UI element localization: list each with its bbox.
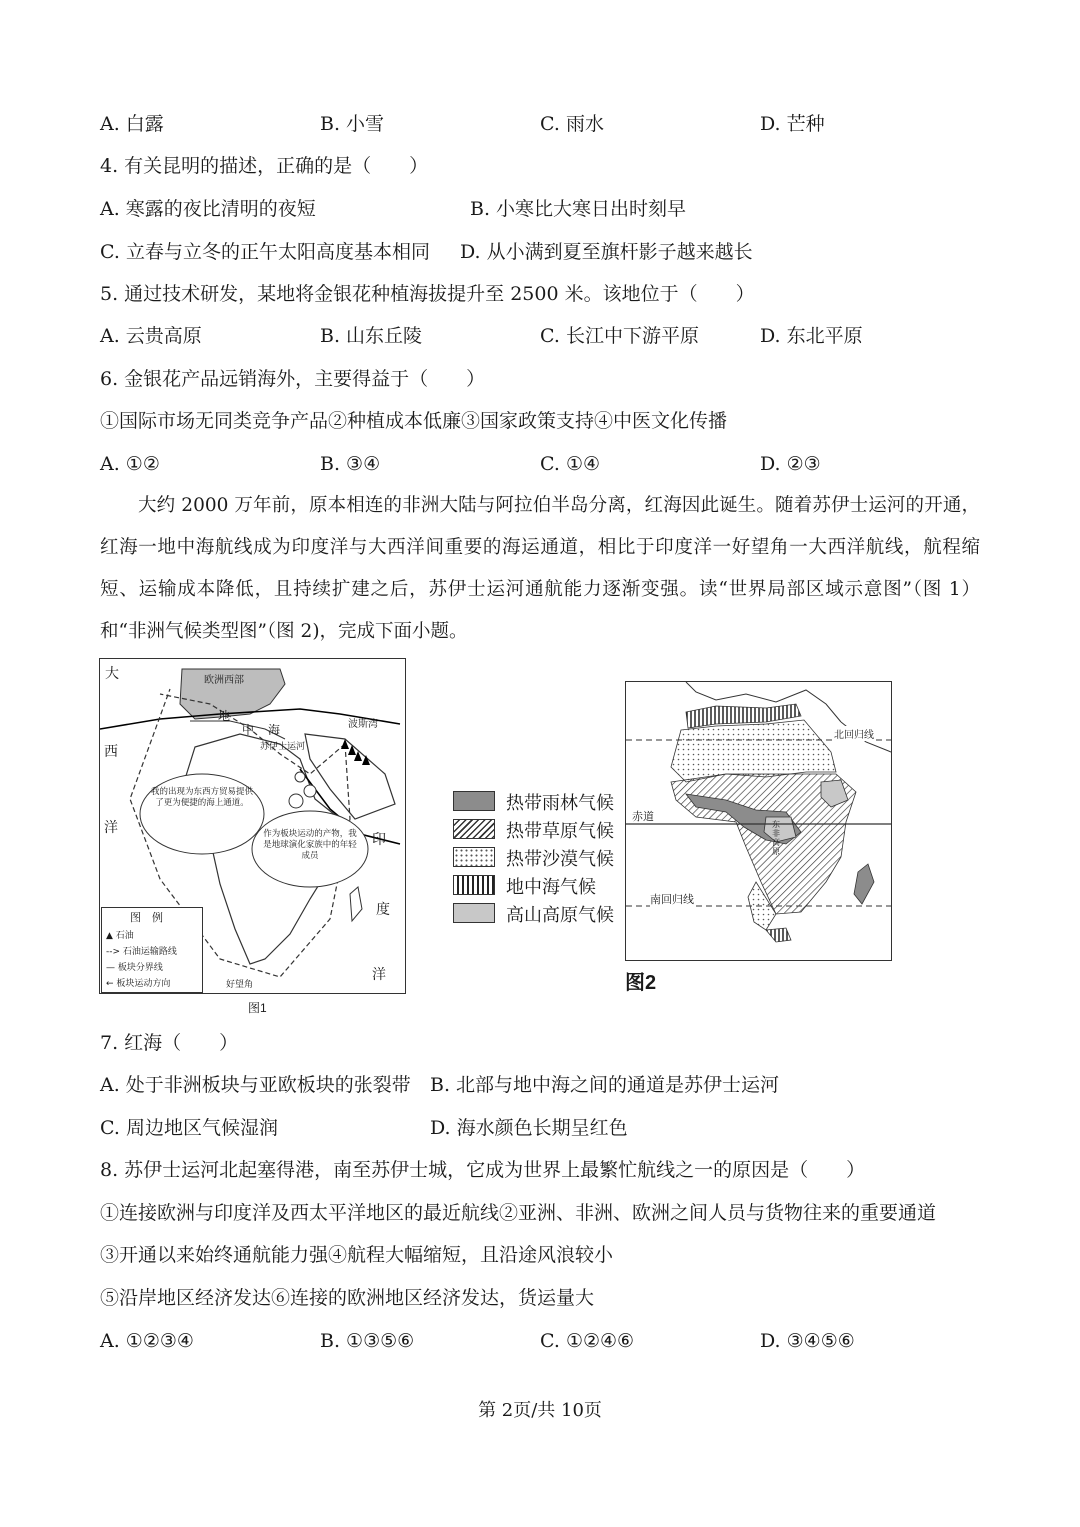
mediterranean-south [766, 928, 791, 942]
label-tropic-s: 南回归线 [650, 893, 694, 906]
q5-option-a: A. 云贵高原 [100, 325, 202, 347]
bubble-1-text: 我的出现为东西方贸易提供了更为便捷的海上通道。 [150, 787, 253, 808]
q4-option-d: D. 从小满到夏至旗杆影子越来越长 [460, 241, 753, 263]
figure-1-legend [101, 907, 203, 993]
label-yang-indian: 洋 [372, 967, 386, 983]
q8-option-a: A. ①②③④ [100, 1330, 194, 1352]
q7-stem: 7. 红海（ ） [100, 1032, 239, 1054]
figure-2-caption: 图2 [625, 972, 657, 994]
label-du: 度 [376, 902, 390, 918]
oil-icon: ▲ [106, 931, 113, 941]
label-tropic-n: 北回归线 [834, 726, 874, 741]
q8-option-b: B. ①③⑤⑥ [320, 1330, 415, 1352]
label-equator: 赤道 [632, 810, 654, 823]
q8-statements-1: ①连接欧洲与印度洋及西太平洋地区的最近航线②亚洲、非洲、欧洲之间人员与货物往来的重要通道 [100, 1202, 937, 1224]
q3-option-b: B. 小雪 [320, 113, 385, 135]
label-yin: 印 [372, 832, 386, 848]
legend-savanna-label: 热带草原气候 [506, 821, 614, 841]
legend-rainforest-label: 热带雨林气候 [506, 793, 614, 813]
q8-option-d: D. ③④⑤⑥ [760, 1330, 855, 1352]
q7-option-c: C. 周边地区气候湿润 [100, 1117, 278, 1139]
q8-stem: 8. 苏伊士运河北起塞得港，南至苏伊士城，它成为世界上最繁忙航线之一的原因是（ ） [100, 1159, 866, 1181]
thought-bubble-1 [140, 774, 264, 854]
q4-option-b: B. 小寒比大寒日出时刻早 [470, 198, 687, 220]
legend-route-label: 石油运输路线 [122, 947, 177, 957]
page-footer: 第 2页/共 10页 [478, 1400, 602, 1421]
legend-desert-label: 热带沙漠气候 [506, 849, 614, 869]
label-highland: 东非高原 [772, 820, 780, 856]
q3-option-c: C. 雨水 [540, 113, 604, 135]
q8-statements-2: ③开通以来始终通航能力强④航程大幅缩短，且沿途风浪较小 [100, 1244, 614, 1266]
q3-option-a: A. 白露 [100, 113, 164, 135]
label-xi: 西 [104, 744, 118, 760]
passage-text: 大约 2000 万年前，原本相连的非洲大陆与阿拉伯半岛分离，红海因此诞生。随着苏伊士运河的开通，红海一地中海航线成为印度洋与大西洋间重要的海运通道，相比于印度洋一好望角一大西洋航线，航程缩短、运输成本降低，且持续扩建之后，苏伊士运河通航能力逐渐变强。读“世界局部区域示意图”（图 1）和“非洲气候类型图”（图 2)，完成下面小题。 [100, 495, 980, 642]
q6-option-c: C. ①④ [540, 453, 601, 475]
legend-motion [106, 976, 170, 989]
dashed-arrow-icon: --> [106, 947, 121, 957]
label-cape: 好望角 [226, 980, 254, 990]
legend-title: 图 例 [130, 911, 163, 924]
q7-option-a: A. 处于非洲板块与亚欧板块的张裂带 [100, 1074, 411, 1096]
q7-option-b: B. 北部与地中海之间的通道是苏伊士运河 [430, 1074, 780, 1096]
q3-option-d: D. 芒种 [760, 113, 825, 135]
figure-2-map [625, 681, 892, 961]
legend-boundary [106, 960, 163, 973]
highland-swatch [453, 903, 495, 923]
legend-oil-label: 石油 [115, 931, 134, 941]
q7-option-d: D. 海水颜色长期呈红色 [430, 1117, 628, 1139]
q5-option-b: B. 山东丘陵 [320, 325, 423, 347]
label-europe: 欧洲西部 [204, 675, 244, 686]
bubble-2-text: 作为板块运动的产物，我是地球演化家族中的年轻成员 [263, 829, 357, 861]
label-suez: 苏伊士运河 [260, 742, 306, 752]
mediterranean-swatch [453, 875, 495, 895]
desert-swatch [453, 847, 495, 867]
legend-route [106, 944, 177, 957]
q6-option-a: A. ①② [100, 453, 160, 475]
rainforest-swatch [453, 791, 495, 811]
savanna-swatch [453, 819, 495, 839]
q8-option-c: C. ①②④⑥ [540, 1330, 635, 1352]
label-yang-atlantic: 洋 [104, 820, 118, 836]
q6-option-d: D. ②③ [760, 453, 821, 475]
q8-statements-3: ⑤沿岸地区经济发达⑥连接的欧洲地区经济发达，货运量大 [100, 1287, 595, 1309]
figure-1-map [99, 658, 406, 994]
label-di: 地 [218, 709, 231, 723]
legend-highland-label: 高山高原气候 [506, 905, 614, 925]
q5-option-c: C. 长江中下游平原 [540, 325, 699, 347]
reading-passage [100, 485, 980, 653]
q6-stem: 6. 金银花产品远销海外，主要得益于（ ） [100, 368, 486, 390]
q5-stem: 5. 通过技术研发，某地将金银花种植海拔提升至 2500 米。该地位于（ ） [100, 283, 755, 305]
madagascar-outline [350, 887, 362, 921]
label-da: 大 [105, 666, 119, 682]
label-persian-gulf: 波斯湾 [348, 719, 378, 730]
legend-motion-label: 板块运动方向 [116, 979, 171, 989]
arrow-left-icon: ← [106, 979, 114, 989]
label-zhong: 中 [242, 723, 255, 737]
arabia-outline [305, 734, 395, 819]
desert-north [671, 720, 836, 782]
q4-stem: 4. 有关昆明的描述，正确的是（ ） [100, 155, 429, 177]
q4-option-a: A. 寒露的夜比清明的夜短 [100, 198, 316, 220]
madagascar [854, 864, 874, 904]
label-hai: 海 [268, 723, 281, 737]
q4-option-c: C. 立春与立冬的正午太阳高度基本相同 [100, 241, 430, 263]
q5-option-d: D. 东北平原 [760, 325, 863, 347]
figure-1-caption: 图1 [248, 1001, 267, 1015]
legend-oil [106, 928, 134, 941]
q6-option-b: B. ③④ [320, 453, 381, 475]
legend-boundary-label: 板块分界线 [117, 963, 163, 973]
figure-2-drawing [626, 682, 891, 960]
solid-line-icon: — [106, 963, 115, 973]
q6-statements: ①国际市场无同类竞争产品②种植成本低廉③国家政策支持④中医文化传播 [100, 410, 728, 432]
legend-mediterranean-label: 地中海气候 [506, 877, 596, 897]
